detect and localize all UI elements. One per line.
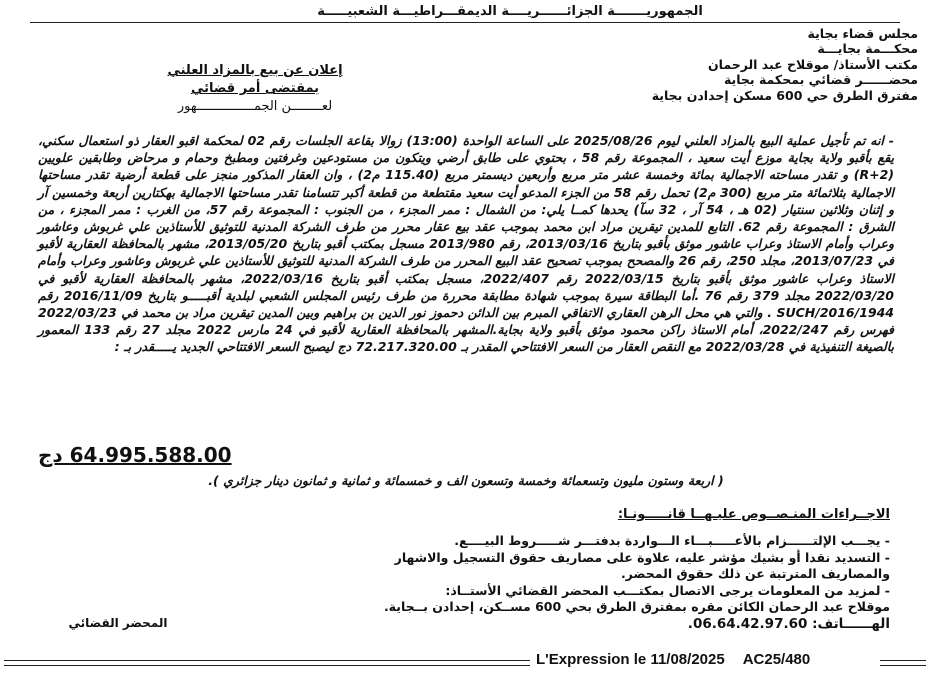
publication-date: L'Expression le 11/08/2025 bbox=[536, 651, 725, 668]
contact-phone: الهــــــاتف: 06.64.42.97.60. bbox=[687, 615, 890, 632]
issuer-block bbox=[518, 26, 918, 103]
notice-reference: AC25/480 bbox=[742, 651, 811, 668]
notice-title: إعلان عن بيع بالمزاد العلني bbox=[167, 63, 343, 78]
new-opening-price: 64.995.588.00 دج bbox=[38, 443, 232, 467]
procedures-list bbox=[250, 533, 890, 633]
price-in-words: ( اربعة وستون مليون وتسعمائة وخمسة وتسعون الف و خمسمائة و ثمانية و ثمانون دينار جزائري ). bbox=[208, 473, 724, 488]
notice-title-block bbox=[150, 62, 360, 116]
procedure-item: - يجـــب الإلتــــــزام بالأعـــــبـــاء الـــواردة بدفتـــر شـــــروط البيــــع. bbox=[454, 533, 890, 548]
signature: المحضر القضائي bbox=[68, 616, 168, 630]
bailiff-title: محضــــــر قضائي بمحكمة بجاية bbox=[723, 72, 918, 88]
court-name: محكـــمة بجايـــة bbox=[817, 41, 918, 57]
bailiff-office: مكتب الأستاذ/ موقلاح عبد الرحمان bbox=[707, 56, 918, 72]
procedure-item: موقلاح عبد الرحمان الكائن مقره بمفترق الطرق بحي 600 مســكن، إحدادن بــجاية. bbox=[383, 599, 890, 615]
court-council: مجلس قضاء بجاية bbox=[807, 26, 918, 41]
republic-header: الجمهوريـــــــة الجزائــــــريــــة الديمقـــراطيـــة الشعبيـــــة bbox=[317, 4, 703, 19]
footer-text bbox=[536, 651, 878, 668]
footer-rule-right bbox=[880, 660, 926, 666]
procedure-item: - لمزيد من المعلومات يرجى الاتصال بمكتـــب المحضر القضائي الأستــاذ: bbox=[445, 582, 890, 598]
notice-body bbox=[38, 132, 894, 356]
footer-rule-left bbox=[4, 660, 530, 666]
notice-subtitle: بمقتضى أمر قضائي bbox=[190, 81, 320, 96]
header-divider bbox=[30, 22, 900, 23]
procedure-item: - التسديد نقدا أو بشيك مؤشر عليه، علاوة على مصاريف حقوق التسجيل والاشهار bbox=[394, 549, 890, 565]
bailiff-address: مفترق الطرق حي 600 مسكن إحدادن بجاية bbox=[651, 87, 918, 103]
notice-audience: لعــــــــن الجمـــــــــــــــهور bbox=[177, 99, 333, 114]
procedures-title: الاجــراءات المنـصــوص عليـهــا قانـــــونـا: bbox=[617, 507, 890, 522]
publication-footer bbox=[0, 651, 930, 671]
notice-paragraph: - انه تم تأجيل عملية البيع بالمزاد العلني ليوم 2025/08/26 على الساعة الواحدة (13:00) زوالا بقاعة الجلسات رقم 02 لمحكمة اقبو العقار ذو استعمال سكني، يقع بأقبو ولاية بجاية موزع أيت سعيد ، المجموعة رقم 58 ، بحتوي على طابق أرضي ويتكون من مستودعين وغرفتين ومطبخ وحمام و مرحاض وطابقين علويين (R+2) و تقدر مساحته الاجمالية بمائة وخمسة عشر متر مربع وأربعين ديسمتر مربع (115.40 م2) ، وان العقار المذكور منجز على قطعة أرضية تقدر مساحتها الاجمالية بثلاثمائة متر مربع (300 م2) تحمل رقم 58 من الجزء المدعو أيت سعيد مقتطعة من قطعة أكبر تتسامنا تقدر مساحتها الاجمالية بهكتارين أربعة وخمسين آر و إثنان وثلاثين سنتيار (02 هـ ، 54 آر ، 32 سآ) يحدها كمــا يلي: من الشمال : ممر المجزء ، من الجنوب : المجموعة رقم 57، من الغرب : ممر المجزء ، من الشرق : المجموعة رقم 62. التابع للمدين تيقرين مراد ابن محمد بموجب عقد بيع عقار محرر من طرف الشركة المدنية للتوثيق للأستاذين علي غربوش وعاشور وعراب وأمام الاستاذ وعراب عاشور موثق بأقبو بتاريخ 2013/03/16، رقم 2013/980 مسجل بمكتب أقبو بتاريخ 2013/05/20، مشهر بالمحافظة العقارية لأقبو في 2013/07/23، مجلد 250، رقم 26 والمصحح بموجب تصحيح عقد البيع المحرر من طرف الشركة المدنية للتوثيق للأستاذين علي غربوش وعاشور وعراب وأمام الاستاذ وعراب عاشور موثق بأقبو بتاريخ 2022/03/15 رقم 2022/407، مسجل بمكتب أقبو بتاريخ 2022/03/16، مشهر بالمحافظة العقارية لأقبو في 2022/03/20 مجلد 379 رقم 76 .أما البطاقة سيرة بموجب شهادة مطابقة محررة من طرف رئيس المجلس الشعبي لبلدية أقبـــــو بتاريخ 2016/11/09 رقم 1944/SUCH/2016 . والتي هي محل الرهن العقاري الاتفاقي المبرم بين الدائن دحموز نور الدين بن براهيم وبين المدين تيقرين مراد بن محمد في 2022/03/23 فهرس رقم 2022/247، أمام الاستاذ راكن محمود موثق بأقبو ولاية بجاية.المشهر بالمحافظة العقارية لأقبو في 24 مارس 2022 مجلد 27 رقم 133 المعمور بالصيغة التنفيذية في 2022/03/28 مع النقص العقار من السعر الافتتاحي المقدر بـ 72.217.320.00 دج ليصبح السعر الافتتاحي الجديد يـــــقدر بـ : bbox=[38, 133, 895, 355]
procedure-item: والمصاريف المترتبة عن ذلك حقوق المحضر. bbox=[620, 566, 890, 582]
